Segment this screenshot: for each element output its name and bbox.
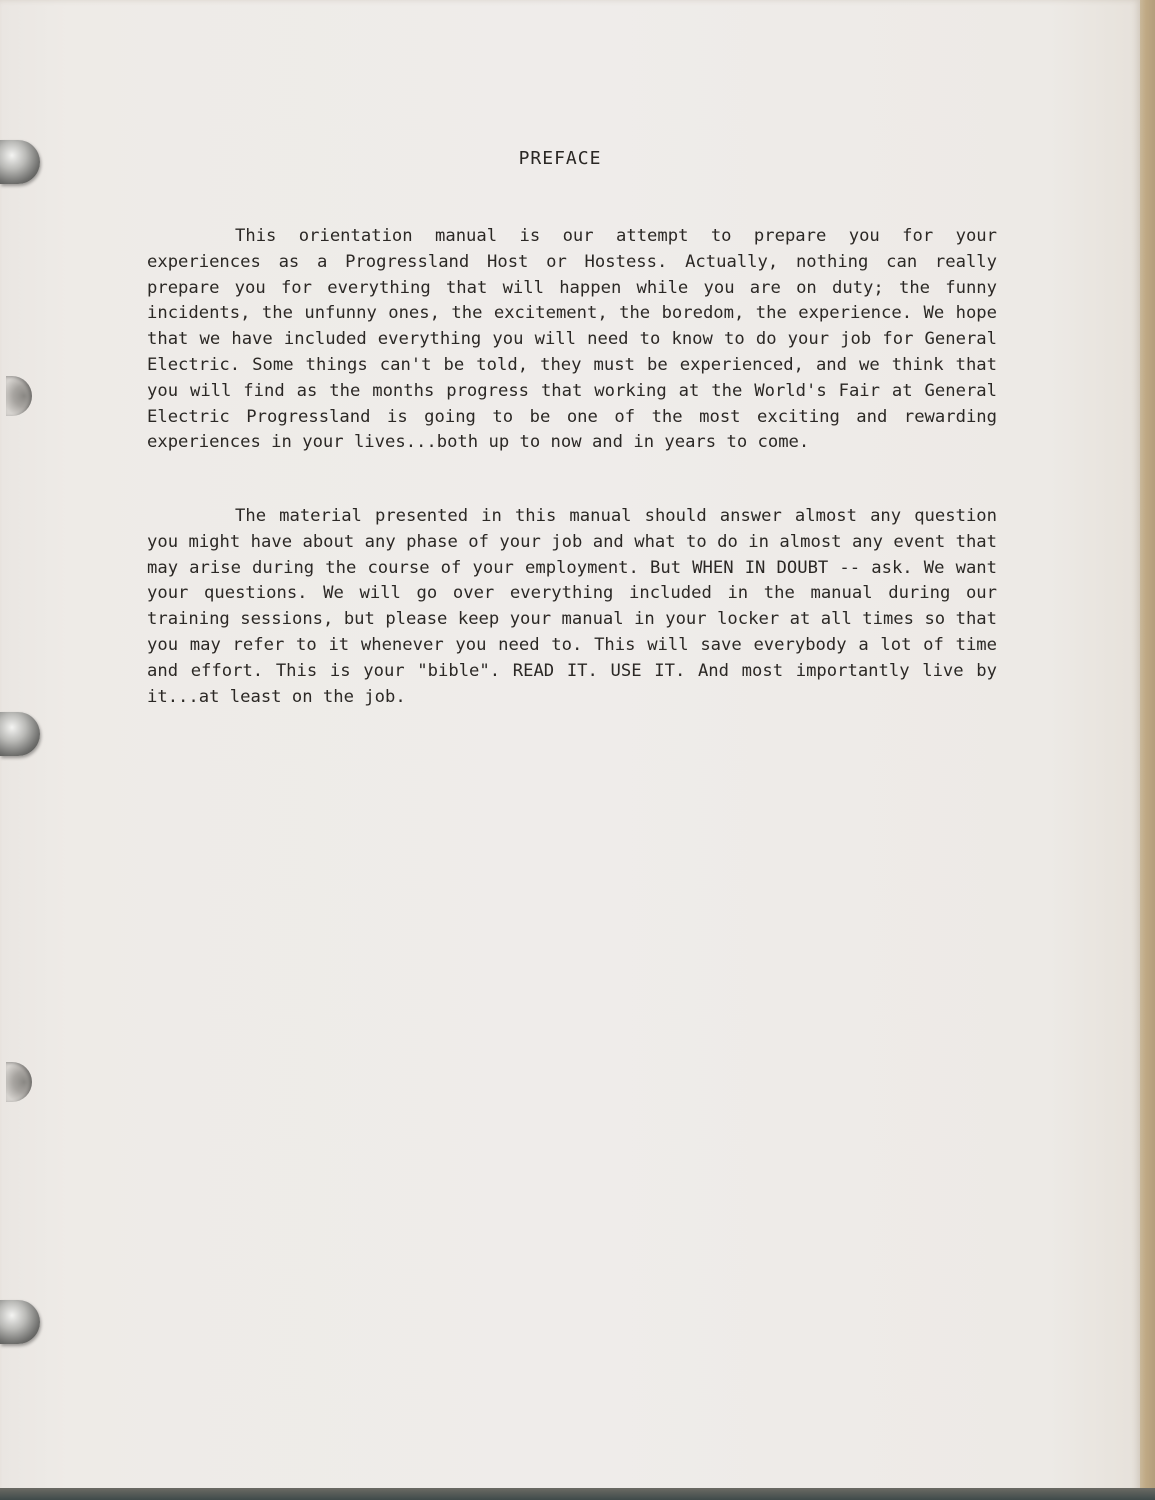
binder-cover-edge [0,1488,1155,1500]
page-stack-edge [1140,0,1155,1500]
binder-hole-top [6,376,32,416]
paragraph-1: This orientation manual is our attempt to prepare you for your experiences as a Progressland Host or Hostess. Actually, nothing can really prepare you for everything that will happen while you are on duty; the funny incidents, the unfunny ones, the excitement, the boredom, the experience. We hope that we have included everything you will need to know to do your job for General Electric. Some things can't be told, they must be experienced, and we think that you will find as the months progress that working at the World's Fair at General Electric Progressland is going to be one of the most exciting and rewarding experiences in your lives...both up to now and in years to come. [147,226,997,453]
binder-hole-bottom [6,1062,32,1102]
page-title: PREFACE [518,148,602,169]
paragraph-2: The material presented in this manual should answer almost any question you might have about any phase of your job and what to do in almost any event that may arise during the course of your employment. But WHEN IN DOUBT -- ask. We want your questions. We will go over everything included in the manual during our training sessions, but please keep your manual in your locker at all times so that you may refer to it whenever you need to. This will save everybody a lot of time and effort. This is your "bible". READ IT. USE IT. And most importantly live by it...at least on the job. [147,506,997,707]
